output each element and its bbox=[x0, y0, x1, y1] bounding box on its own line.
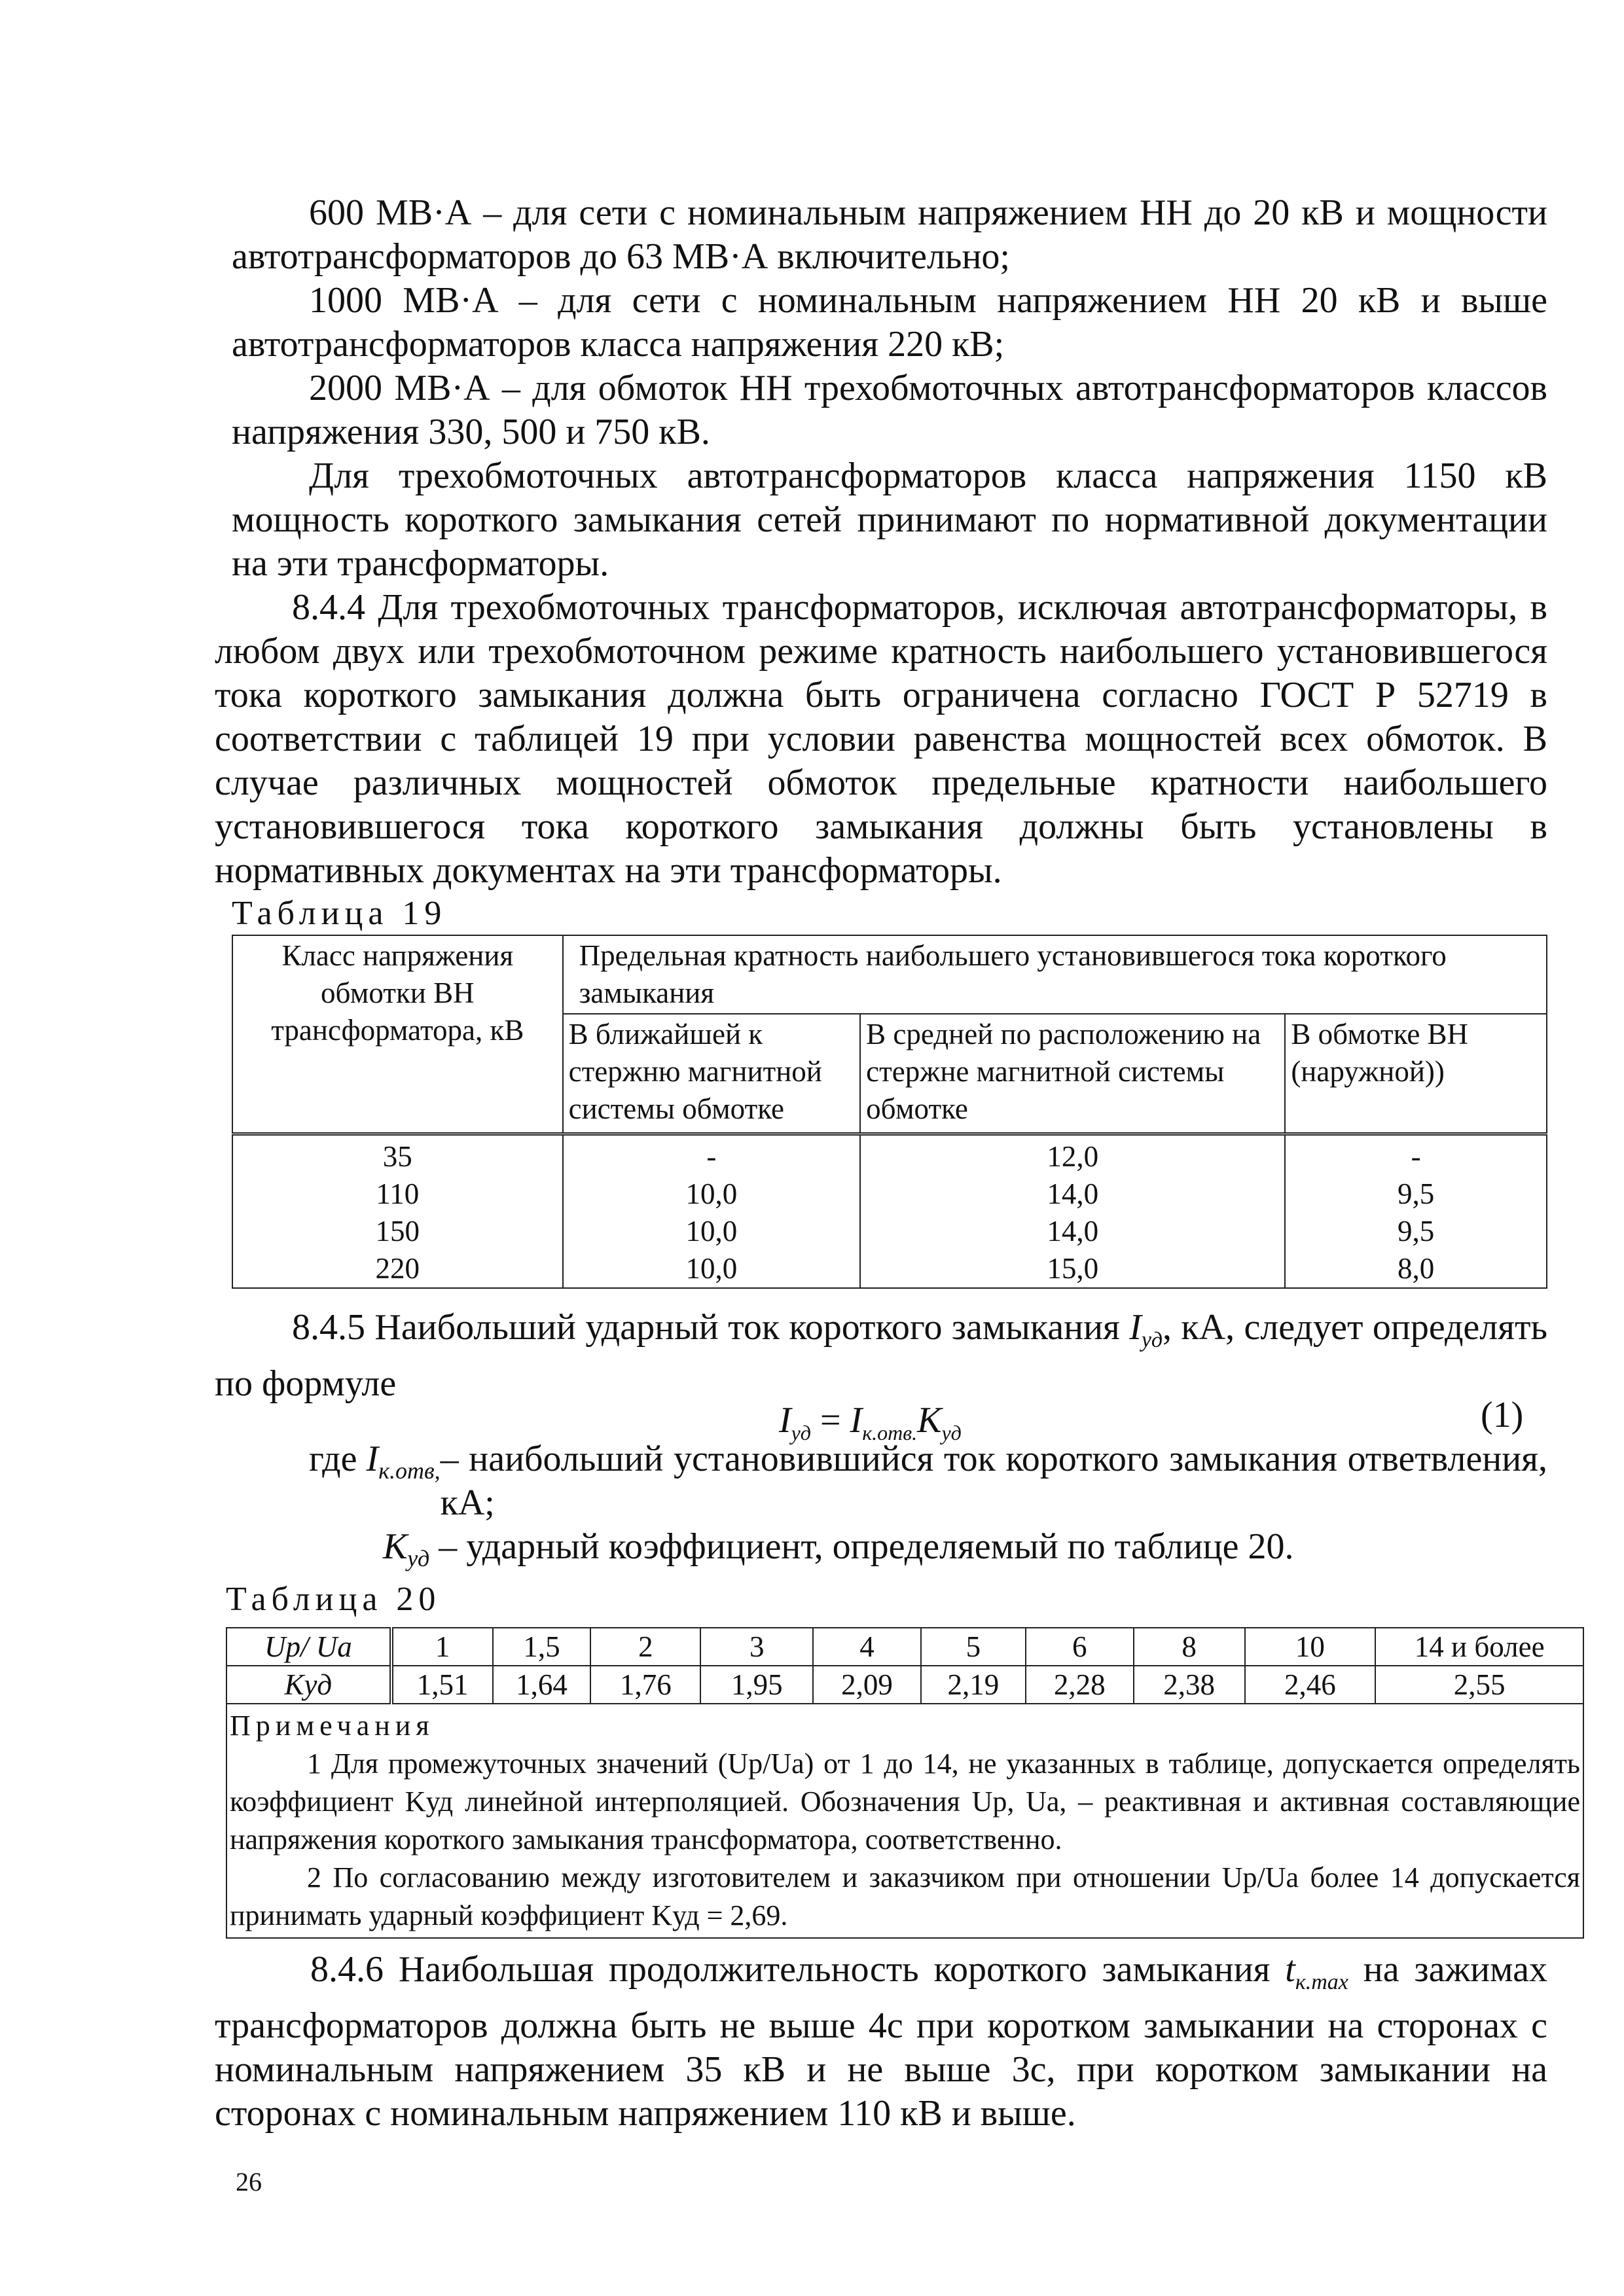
formula-r1-sub: к.отв. bbox=[862, 1421, 918, 1445]
formula-eq: = bbox=[810, 1400, 850, 1441]
where-line-2 bbox=[383, 1525, 1547, 1581]
table19-cell: - bbox=[563, 1134, 861, 1176]
table20-cell: 1,95 bbox=[700, 1666, 813, 1704]
formula-r2-sub: уд bbox=[941, 1421, 962, 1445]
table19-cell: 12,0 bbox=[860, 1134, 1285, 1176]
where-sub-1: к.отв, bbox=[378, 1458, 441, 1484]
table19-cell: 110 bbox=[232, 1175, 563, 1213]
table20-cell: 2,38 bbox=[1134, 1666, 1245, 1704]
where-text-2: – ударный коэффициент, определяемый по таблице 20. bbox=[429, 1526, 1294, 1567]
table19-cell: 9,5 bbox=[1285, 1175, 1547, 1213]
p6-symbol: I bbox=[1129, 1307, 1142, 1348]
p7-prefix: 8.4.6 Наибольшая продолжительность короткого замыкания bbox=[310, 1949, 1286, 1990]
table19-cell: 15,0 bbox=[860, 1250, 1285, 1288]
table20-cell: 5 bbox=[921, 1628, 1026, 1666]
table-row bbox=[232, 1213, 1547, 1250]
table20-cell: 3 bbox=[700, 1628, 813, 1666]
p6-prefix: 8.4.5 Наибольший ударный ток короткого замыкания bbox=[292, 1307, 1130, 1348]
table19-head-nearest: В ближайшей к стержню магнитной системы обмотке bbox=[563, 1014, 861, 1134]
where-symbol-2: К bbox=[383, 1526, 408, 1567]
table19-cell: 8,0 bbox=[1285, 1250, 1547, 1288]
note-2: 2 По согласованию между изготовителем и заказчиком при отношении Up/Ua более 14 допускается принимать ударный коэффициент Kуд = 2,69. bbox=[230, 1861, 1581, 1931]
paragraph-8-4-4: 8.4.4 Для трехобмоточных трансформаторов, исключая автотрансформаторы, в любом двух или трехобмоточном режиме кратность наибольшего установившегося тока короткого замыкания должна быть ограничена согласно ГОСТ Р 52719 в соответствии с таблицей 19 при условии равенства мощностей всех обмоток. В случае различных мощностей обмоток предельные кратности наибольшего установившегося тока короткого замыкания должны быть установлены в нормативных документах на эти трансформаторы. bbox=[215, 587, 1547, 891]
table20-cell: 1,64 bbox=[493, 1666, 591, 1704]
table20-row1-head: Up/ Ua bbox=[226, 1628, 391, 1666]
table20-cell: 2 bbox=[590, 1628, 700, 1666]
table19-head-voltage-class: Класс напряжения обмотки ВН трансформатора, кВ bbox=[232, 935, 563, 1134]
paragraph-1000mva: 1000 МВ·А – для сети с номинальным напряжением НН 20 кВ и выше автотрансформаторов класса напряжения 220 кВ; bbox=[232, 280, 1547, 365]
table20-cell: 2,19 bbox=[921, 1666, 1026, 1704]
table20-cell: 2,55 bbox=[1375, 1666, 1583, 1704]
table19-cell: 150 bbox=[232, 1213, 563, 1250]
where-sub-2: уд bbox=[407, 1545, 430, 1572]
table20-cell: 4 bbox=[813, 1628, 921, 1666]
table19 bbox=[232, 935, 1547, 1289]
paragraph-8-4-6 bbox=[215, 1948, 1547, 2136]
table20-cell: 1 bbox=[391, 1628, 493, 1666]
table19-cell: 10,0 bbox=[563, 1175, 861, 1213]
table20-cell: 1,76 bbox=[590, 1666, 700, 1704]
formula-r1: I bbox=[850, 1400, 863, 1441]
table-row bbox=[226, 1666, 1583, 1704]
table20-cell: 8 bbox=[1134, 1628, 1245, 1666]
table19-cell: 220 bbox=[232, 1250, 563, 1288]
table20-cell: 6 bbox=[1026, 1628, 1134, 1666]
formula-r2: K bbox=[917, 1400, 942, 1441]
table20-cell: 1,51 bbox=[391, 1666, 493, 1704]
table19-head-outer: В обмотке ВН (наружной)) bbox=[1285, 1014, 1547, 1134]
p6-subscript: уд bbox=[1141, 1328, 1163, 1353]
table-row bbox=[232, 1250, 1547, 1288]
where-symbol-1: I bbox=[366, 1439, 379, 1479]
table19-cell: - bbox=[1285, 1134, 1547, 1176]
paragraph-600mva: 600 МВ·А – для сети с номинальным напряжением НН до 20 кВ и мощности автотрансформаторов до 63 МВ·А включительно; bbox=[232, 192, 1547, 277]
paragraph-2000mva: 2000 МВ·А – для обмоток НН трехобмоточных автотрансформаторов классов напряжения 330, 500 и 750 кВ. bbox=[232, 368, 1547, 452]
table19-caption: Таблица 19 bbox=[232, 895, 447, 932]
table-row bbox=[232, 1134, 1547, 1176]
where-line-1 bbox=[309, 1437, 1547, 1525]
table20-cell: 14 и более bbox=[1375, 1628, 1583, 1666]
table20 bbox=[226, 1627, 1584, 1939]
table20-caption: Таблица 20 bbox=[226, 1581, 441, 1618]
table19-cell: 14,0 bbox=[860, 1175, 1285, 1213]
table20-cell: 10 bbox=[1245, 1628, 1376, 1666]
notes-title: Примечания bbox=[230, 1710, 435, 1742]
table20-cell: 2,46 bbox=[1245, 1666, 1376, 1704]
where-text-1: – наибольший установившийся ток короткого замыкания ответвления, кА; bbox=[440, 1439, 1547, 1523]
table20-cell: 1,5 bbox=[493, 1628, 591, 1666]
table19-cell: 14,0 bbox=[860, 1213, 1285, 1250]
p7-subscript: к.max bbox=[1295, 1970, 1348, 1995]
table20-row2-head: Kуд bbox=[226, 1666, 391, 1704]
table-row bbox=[226, 1628, 1583, 1666]
table19-cell: 10,0 bbox=[563, 1250, 861, 1288]
table20-cell: 2,09 bbox=[813, 1666, 921, 1704]
formula-lhs-sub: уд bbox=[791, 1421, 811, 1445]
paragraph-1150kv: Для трехобмоточных автотрансформаторов класса напряжения 1150 кВ мощность короткого замыкания сетей принимают по нормативной документации на эти трансформаторы. bbox=[232, 456, 1547, 584]
note-1: 1 Для промежуточных значений (Up/Ua) от 1 до 14, не указанных в таблице, допускается определять коэффициент Kуд линейной интерполяцией. Обозначения Up, Ua, – реактивная и активная составляющие напряжения короткого замыкания трансформатора, соответственно. bbox=[230, 1748, 1580, 1856]
formula-number: (1) bbox=[1481, 1395, 1524, 1435]
table19-head-middle: В средней по расположению на стержне магнитной системы обмотке bbox=[860, 1014, 1285, 1134]
table19-cell: 9,5 bbox=[1285, 1213, 1547, 1250]
table19-cell: 35 bbox=[232, 1134, 563, 1176]
formula-lhs: I bbox=[779, 1400, 791, 1441]
p7-symbol: t bbox=[1285, 1949, 1295, 1990]
table19-cell: 10,0 bbox=[563, 1213, 861, 1250]
table20-notes bbox=[226, 1704, 1583, 1938]
paragraph-8-4-5 bbox=[215, 1306, 1547, 1406]
p6-suffix: , кА, следует определять по формуле bbox=[215, 1307, 1548, 1405]
table19-head-group: Предельная кратность наибольшего установившегося тока короткого замыкания bbox=[563, 935, 1547, 1014]
p7-suffix: на зажимах трансформаторов должна быть не выше 4с при коротком замыкании на сторонах с номинальным напряжением 35 кВ и не выше 3с, при коротком замыкании на сторонах с номинальным напряжением 110 кВ и выше. bbox=[215, 1949, 1547, 2134]
page-number: 26 bbox=[236, 2167, 262, 2197]
table20-cell: 2,28 bbox=[1026, 1666, 1134, 1704]
where-prefix: где bbox=[309, 1439, 367, 1479]
table20-notes-row bbox=[226, 1704, 1583, 1938]
table-row bbox=[232, 1175, 1547, 1213]
